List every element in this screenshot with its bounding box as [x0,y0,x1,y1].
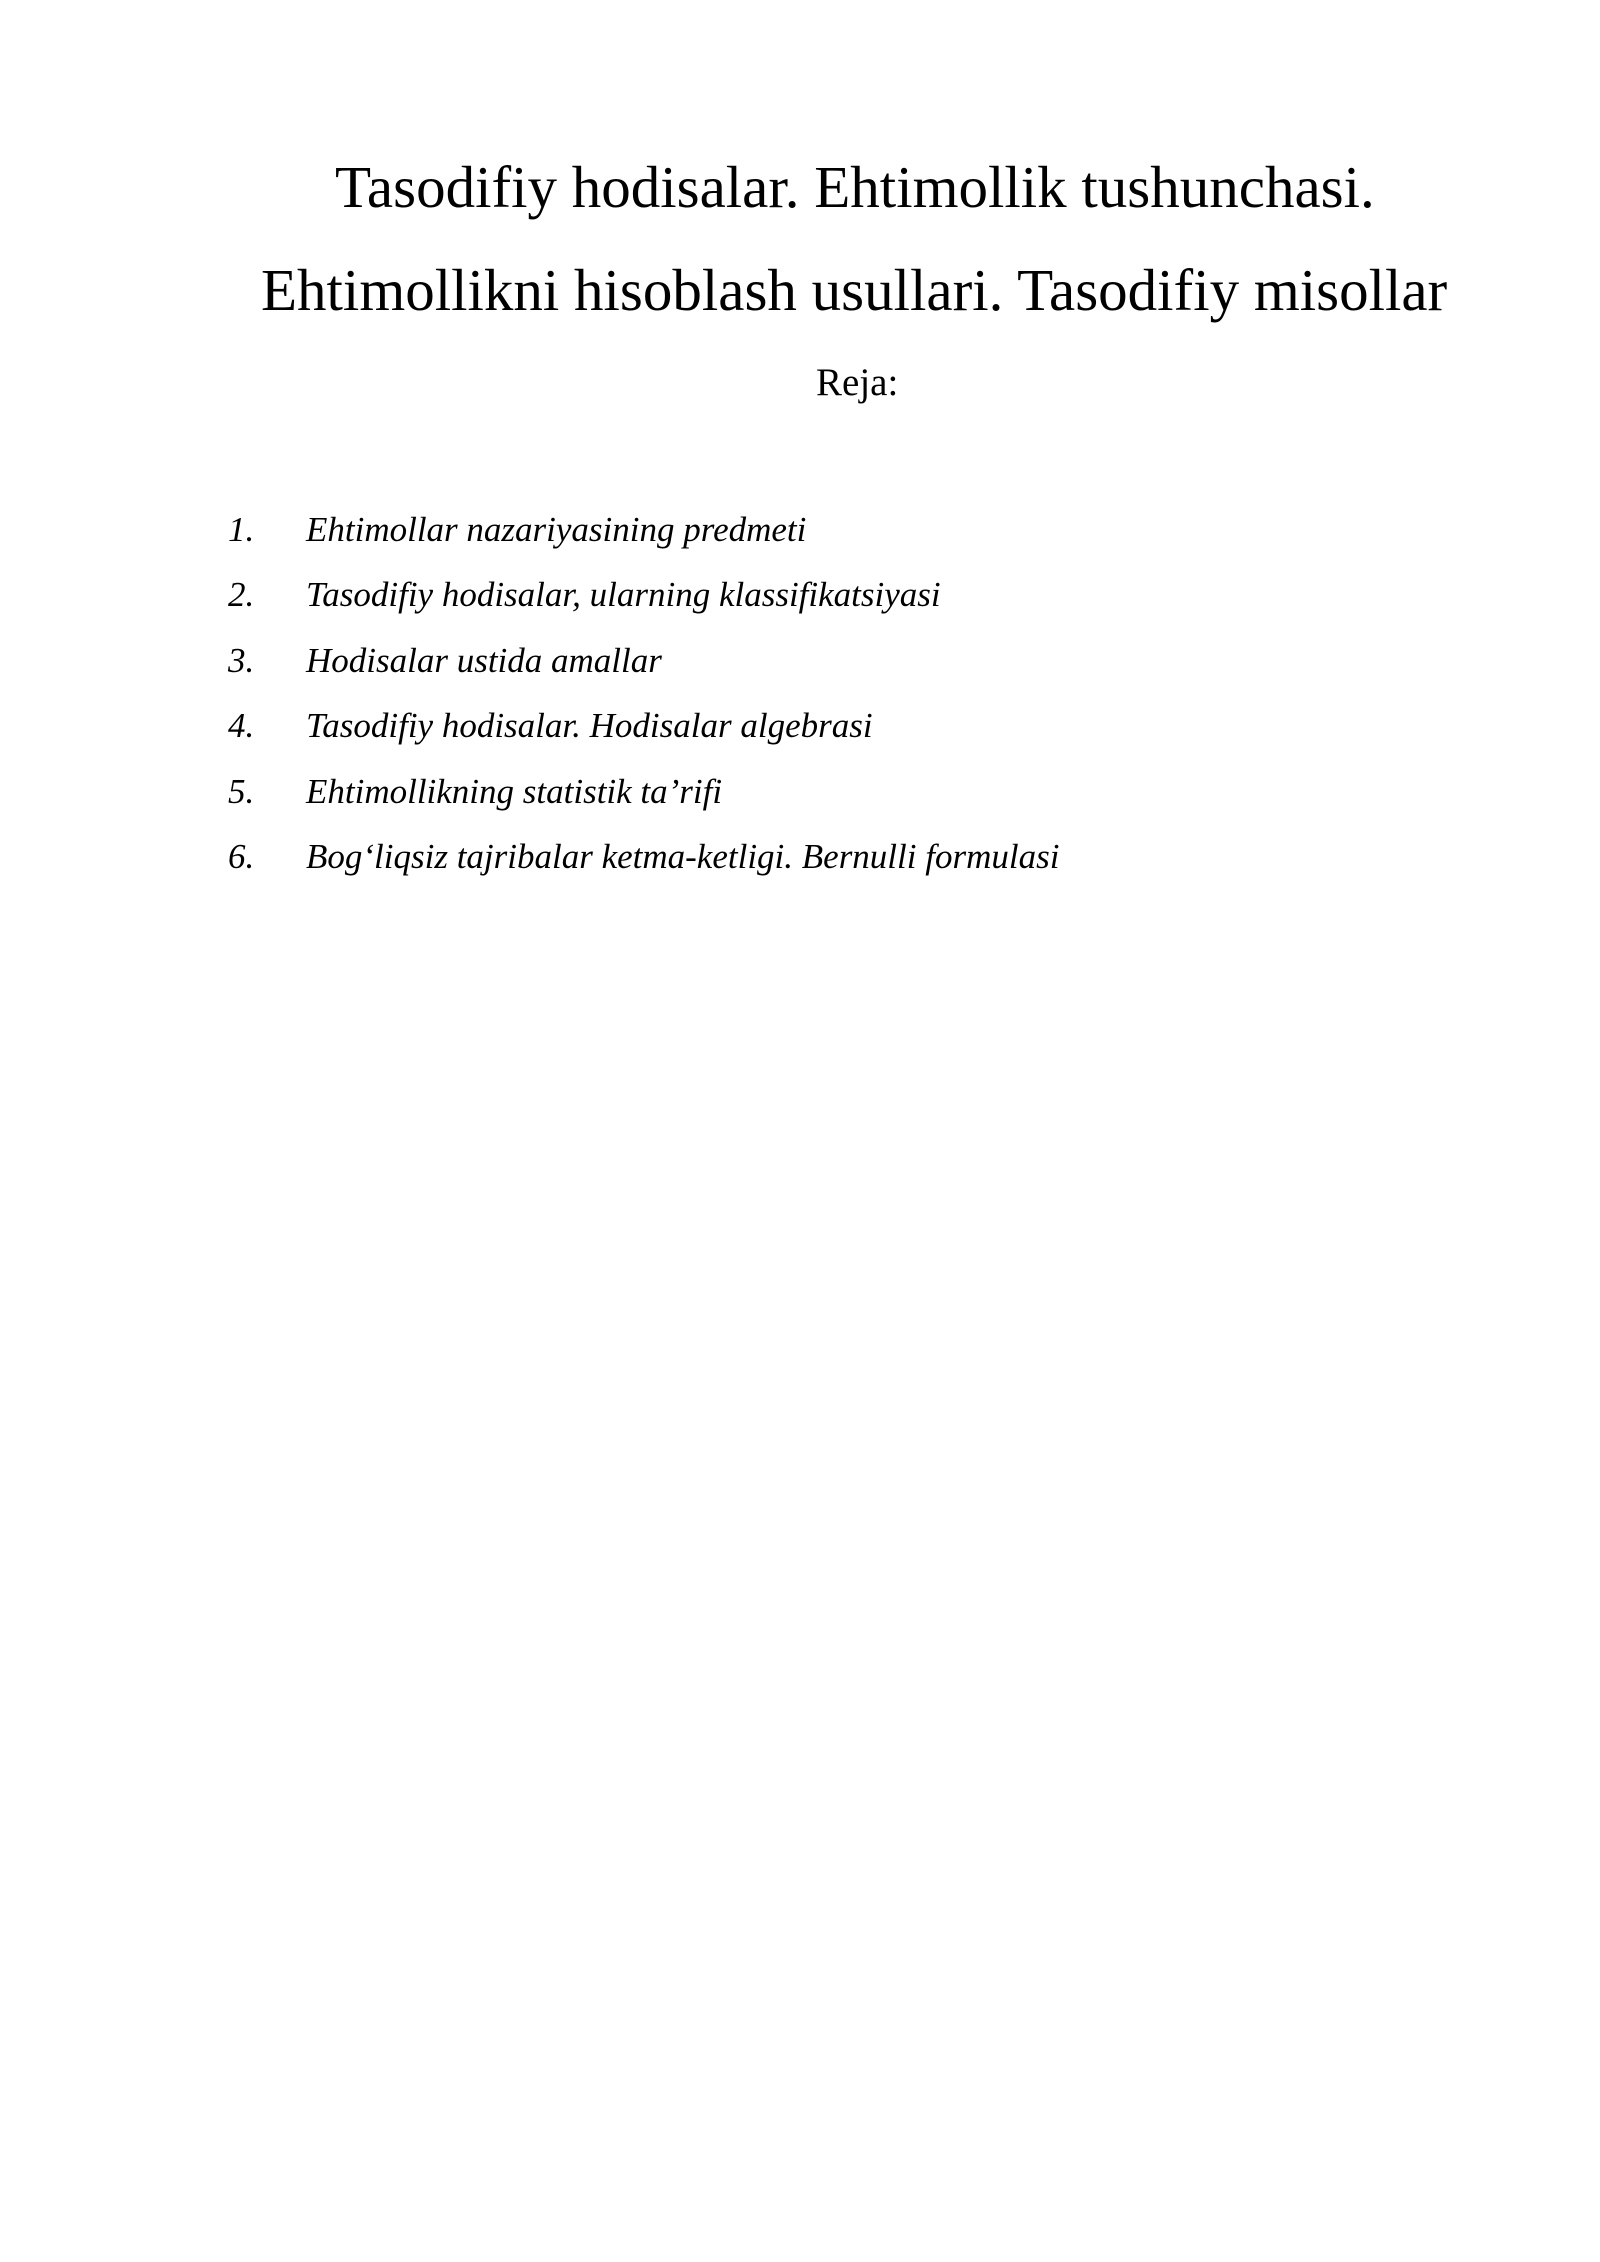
plan-item-number: 1. [228,510,255,549]
plan-item-5 [0,762,1600,827]
plan-item-3 [0,631,1600,696]
document-title-line-1: Tasodifiy hodisalar. Ehtimollik tushunchasi. [335,154,1375,220]
plan-item-text: Tasodifiy hodisalar, ularning klassifikatsiyasi [306,575,941,615]
plan-item-text: Hodisalar ustida amallar [306,640,662,680]
plan-item-text: Tasodifiy hodisalar. Hodisalar algebrasi [306,706,873,746]
document-title-line-2: Ehtimollikni hisoblash usullari. Tasodifiy misollar [261,257,1448,323]
plan-heading: Reja: [816,361,899,404]
plan-item-6 [0,827,1600,892]
plan-item-number: 5. [228,771,255,811]
plan-item-number: 3. [228,640,255,680]
plan-item-number: 4. [228,706,255,746]
plan-list [0,500,1600,892]
plan-item-text: Ehtimollikning statistik ta’rifi [306,771,723,811]
plan-item-text: Bog‘liqsiz tajribalar ketma-ketligi. Bernulli formulasi [306,836,1060,876]
plan-item-4 [0,696,1600,761]
plan-item-2 [0,565,1600,630]
plan-item-1 [0,500,1600,565]
plan-item-number: 6. [228,836,255,876]
plan-item-number: 2. [228,575,255,615]
plan-item-text: Ehtimollar nazariyasining predmeti [306,510,807,549]
